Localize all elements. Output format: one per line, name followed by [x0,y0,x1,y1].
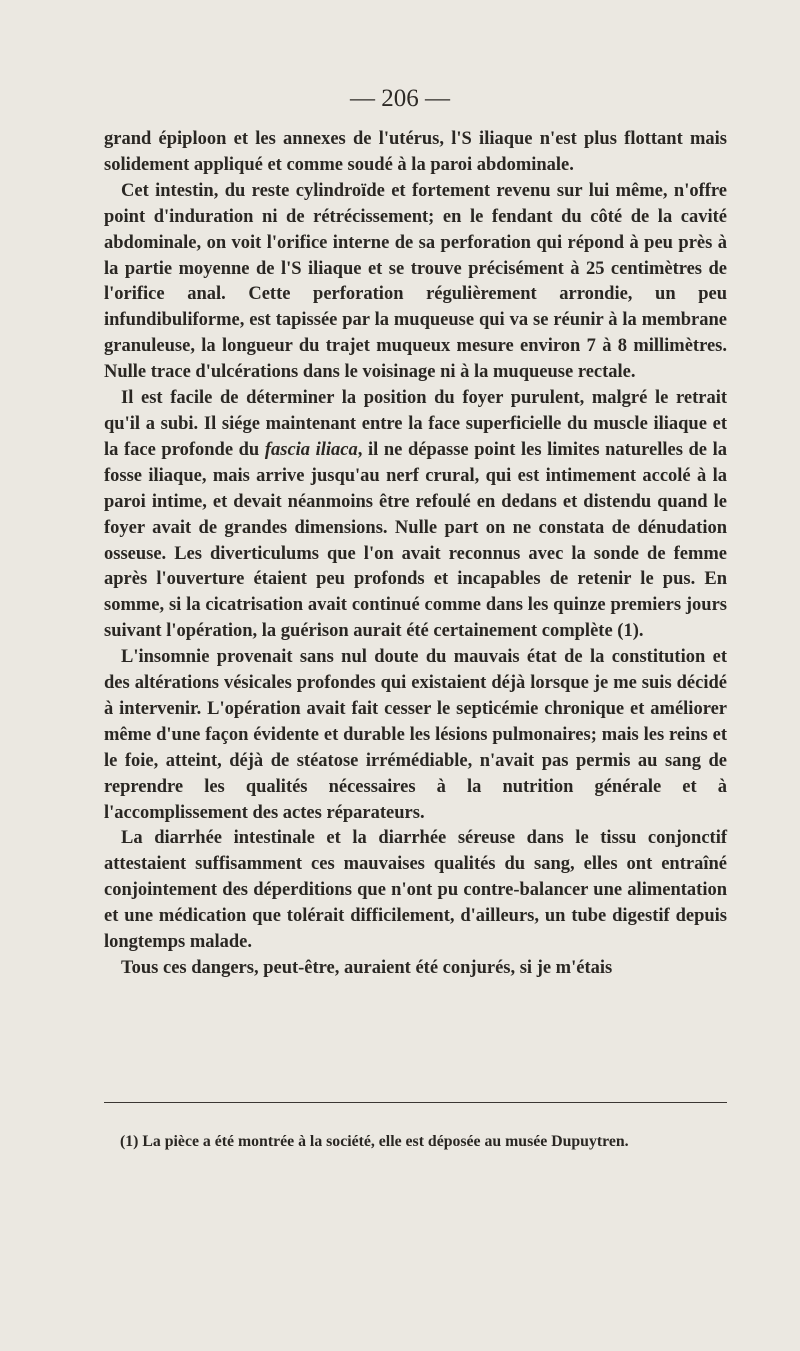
footnote-text: (1) La pièce a été montrée à la société, elle est déposée au musée Dupuytren. [120,1133,629,1150]
paragraph-insomnie: L'insomnie provenait sans nul doute du mauvais état de la constitution et des altérations vésicales profondes qui existaient déjà lorsque je me suis décidé à intervenir. L'opération avait fait cesser le septicémie chronique et améliorer même d'une façon évidente et durable les lésions pulmonaires; mais les reins et le foie, atteint, déjà de stéatose irrémédiable, n'avait pas permis au sang de reprendre les qualités nécessaires à la nutrition générale et à l'accomplissement des actes réparateurs. [104,647,727,823]
footnote-divider [104,1102,727,1103]
page-number: — 206 — [350,85,450,112]
paragraph-foyer-purulent [104,386,727,645]
paragraph-foyer-text-end: , il ne dépasse point les limites naturelles de la fosse iliaque, mais arrive jusqu'au nerf crural, qui est intimement accolé à la paroi intime, et devait néanmoins être refoulé en dedans et distendu quand le foyer avait de grandes dimensions. Nulle part on ne constata de dénudation osseuse. Les diverticulums que l'on avait reconnus avec la sonde de femme après l'ouverture étaient peu profonds et incapables de retenir le pus. En somme, si la cicatrisation avait continué comme dans les quinze premiers jours suivant l'opération, la guérison aurait été certainement complète (1). [104,439,727,642]
paragraph-foyer-text-start: Il est facile de déterminer la position du foyer purulent, malgré le retrait qu'il a subi. Il siége maintenant entre la face superficielle du muscle iliaque et la face profonde du [104,388,727,460]
paragraph-continuation: grand épiploon et les annexes de l'utérus, l'S iliaque n'est plus flottant mais solidement appliqué et comme soudé à la paroi abdominale. [104,129,727,175]
paragraph-diarrhee: La diarrhée intestinale et la diarrhée séreuse dans le tissu conjonctif attestaient suffisamment ces mauvaises qualités du sang, elles ont entraîné conjointement des déperditions que n'ont pu contre-balancer une alimentation et une médication que tolérait difficilement, d'ailleurs, un tube digestif depuis longtemps malade. [104,828,727,953]
fascia-iliaca-term: fascia iliaca [264,439,358,460]
main-text [104,127,727,982]
paragraph-intestin: Cet intestin, du reste cylindroïde et fortement revenu sur lui même, n'offre point d'induration ni de rétrécissement; en le fendant du côté de la cavité abdominale, on voit l'orifice interne de sa perforation qui répond à peu près à la partie moyenne de l'S iliaque et se trouve précisément à 25 centimètres de l'orifice anal. Cette perforation régulièrement arrondie, un peu infundibuliforme, est tapissée par la muqueuse qui va se réunir à la membrane granuleuse, la longueur du trajet muqueux mesure environ 7 à 8 millimètres. Nulle trace d'ulcérations dans le voisinage ni à la muqueuse rectale. [104,180,727,383]
paragraph-dangers: Tous ces dangers, peut-être, auraient été conjurés, si je m'étais [121,958,613,978]
footnote [104,1130,727,1153]
